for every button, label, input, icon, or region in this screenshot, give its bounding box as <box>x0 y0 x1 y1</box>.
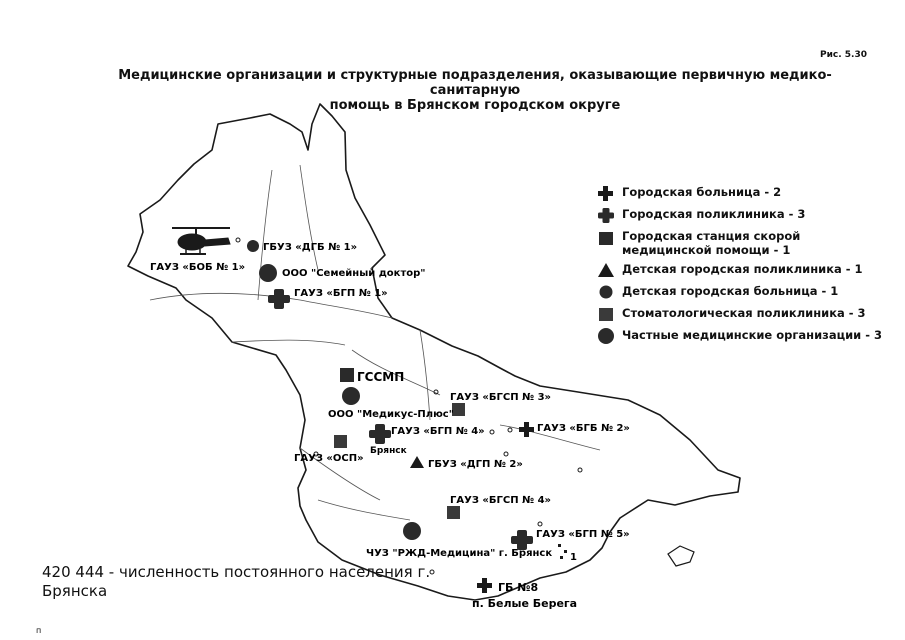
legend-item-children-hospital <box>596 284 838 300</box>
cross-icon <box>596 185 616 201</box>
legend-item-dental-polyclinic <box>596 306 866 322</box>
label-belye: п. Белые Берега <box>472 597 578 610</box>
big-circle-icon <box>596 328 616 344</box>
label-one: 1 <box>570 552 577 563</box>
label-rzd: ЧУЗ "РЖД-Медицина" г. Брянск <box>366 548 553 559</box>
shaded-square-icon <box>596 306 616 322</box>
semeiny-big-circle-marker <box>259 264 277 282</box>
legend-label: Детская городская больница - 1 <box>622 284 839 298</box>
legend-item-city-hospital <box>596 185 781 201</box>
medikus-big-circle-marker <box>342 387 360 405</box>
legend-label: Городская больница - 2 <box>622 185 782 199</box>
legend-label: Городская станция скорой медицинской помощи - 1 <box>622 229 801 257</box>
title-line-2: помощь в Брянском городском округе <box>329 98 621 113</box>
gssmp-square-marker <box>340 368 354 382</box>
figure-label: Рис. 5.30 <box>820 50 867 60</box>
label-bgb2: ГАУЗ «БГБ № 2» <box>537 423 630 434</box>
label-gb8: ГБ №8 <box>498 581 539 594</box>
bgp5-rounded-cross-marker <box>511 530 533 550</box>
label-bgp1: ГАУЗ «БГП № 1» <box>294 288 388 299</box>
label-bgp4: ГАУЗ «БГП № 4» <box>391 426 485 437</box>
bgb2-cross-marker <box>519 422 534 437</box>
label-bgsp4: ГАУЗ «БГСП № 4» <box>450 495 551 506</box>
square-icon <box>596 229 616 245</box>
label-dgb1: ГБУЗ «ДГБ № 1» <box>263 242 358 253</box>
osp-shaded-square-marker <box>334 435 347 448</box>
label-bryansk: Брянск <box>370 446 407 456</box>
small-squares-cluster <box>558 544 567 559</box>
legend-item-city-polyclinic <box>596 207 805 223</box>
gb8-cross-marker <box>477 578 492 593</box>
label-gssmp: ГССМП <box>357 370 405 384</box>
population-caption: 420 444 - численность постоянного населения г. Брянска <box>42 563 431 600</box>
rounded-cross-icon <box>596 207 616 223</box>
legend-item-ambulance-station <box>596 229 802 257</box>
legend-label: Детская городская поликлиника - 1 <box>622 262 863 276</box>
helicopter-icon <box>172 228 230 254</box>
legend-label: Стоматологическая поликлиника - 3 <box>622 306 866 320</box>
label-bob1: ГАУЗ «БОБ № 1» <box>150 262 246 273</box>
corner-mark: п <box>36 626 42 635</box>
title-line-1: Медицинские организации и структурные подразделения, оказывающие первичную медико-санитарную <box>118 68 832 98</box>
circle-icon <box>596 284 616 300</box>
bgsp4-shaded-square-marker <box>447 506 460 519</box>
city-boundary <box>128 104 740 600</box>
dgb1-circle-marker <box>247 240 259 252</box>
label-semeiny: ООО "Семейный доктор" <box>282 268 426 279</box>
bgp4-rounded-cross-marker <box>369 424 391 444</box>
label-medikus: ООО "Медикус-Плюс" <box>328 409 454 420</box>
legend-item-private-organizations <box>596 328 882 344</box>
legend-label: Городская поликлиника - 3 <box>622 207 806 221</box>
label-dgp2: ГБУЗ «ДГП № 2» <box>428 459 523 470</box>
detached-area <box>668 546 694 566</box>
triangle-icon <box>596 262 616 278</box>
dgp2-triangle-marker <box>410 456 424 468</box>
street-lines <box>150 165 600 520</box>
label-bgp5: ГАУЗ «БГП № 5» <box>536 529 630 540</box>
legend-label: Частные медицинские организации - 3 <box>622 328 883 342</box>
label-osp: ГАУЗ «ОСП» <box>294 453 364 464</box>
bgp1-rounded-cross-marker <box>268 289 290 309</box>
rzd-big-circle-marker <box>403 522 421 540</box>
legend-item-children-polyclinic <box>596 262 863 278</box>
label-bgsp3: ГАУЗ «БГСП № 3» <box>450 392 551 403</box>
